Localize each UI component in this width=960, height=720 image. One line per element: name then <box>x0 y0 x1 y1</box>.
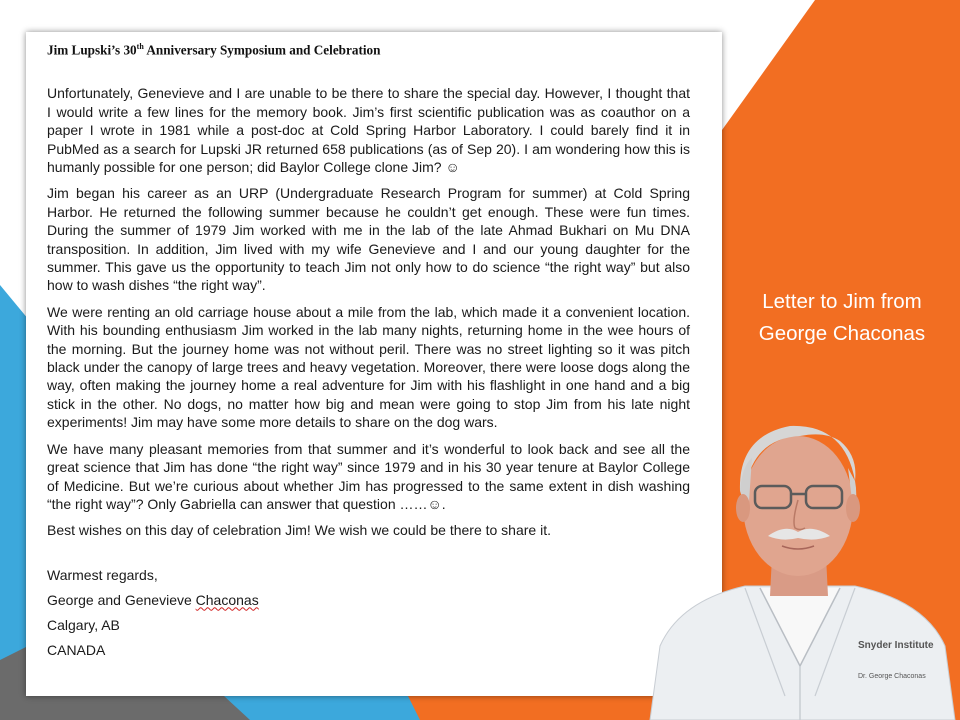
caption-line-1: Letter to Jim from <box>762 290 922 313</box>
coat-name-text: Dr. George Chaconas <box>858 673 926 680</box>
letter-document <box>26 32 722 696</box>
slide-caption <box>732 286 952 350</box>
caption-line-2: George Chaconas <box>758 322 926 345</box>
face <box>743 436 853 576</box>
country: CANADA <box>47 641 106 658</box>
paragraph-4: We have many pleasant memories from that summer and it’s wonderful to look back and see all the great science that Jim has done “the right way” since 1979 and in his 30 year tenure at Baylor College of Medicine. But we’re curious about whether Jim has progressed to the same extent in dish washing “the right way”? Only Gabriella can answer that question ……☺. <box>47 440 690 512</box>
title-superscript: th <box>136 42 144 51</box>
signature <box>47 591 690 609</box>
city: Calgary, AB <box>47 616 120 633</box>
signature-surname: Chaconas <box>195 591 259 608</box>
coat-logo-text: Snyder Institute <box>858 640 934 651</box>
paragraph-5: Best wishes on this day of celebration Jim! We wish we could be there to share it. <box>47 522 551 539</box>
signature-block <box>47 566 690 659</box>
title-text-rest: Anniversary Symposium and Celebration <box>143 42 381 58</box>
signature-names: George and Genevieve <box>47 591 196 608</box>
letter-title <box>47 42 690 58</box>
closing: Warmest regards, <box>47 566 158 583</box>
portrait-photo <box>640 396 960 720</box>
paragraph-3: We were renting an old carriage house about a mile from the lab, which made it a convenient location. With his bounding enthusiasm Jim worked in the lab many nights, returning home in the wee hours of the morning. But the journey home was not without peril. There was no street lighting so it was pitch black under the canopy of large trees and heavy vegetation. Moreover, there were loose dogs along the way, often making the journey home a real adventure for Jim with his flashlight in one hand and a big stick in the other. No dogs, no matter how big and mean were going to stop Jim from his late night experiments! Jim may have some more details to share on the dog wars. <box>47 303 690 431</box>
title-text: Jim Lupski’s 30 <box>47 42 137 58</box>
paragraph-2: Jim began his career as an URP (Undergraduate Research Program for summer) at Cold Spring Harbor. He returned the following summer because he couldn’t get enough. These were fun times. During the summer of 1979 Jim worked with me in the lab of the late Ahmad Bukhari on Mu DNA transposition. In addition, Jim lived with my wife Genevieve and I and our young daughter for the summer. This gave us the opportunity to teach Jim not only how to do science “the right way” but also how to wash dishes “the right way”. <box>47 185 690 294</box>
paragraph-1: Unfortunately, Genevieve and I are unable to be there to share the special day. However, I thought that I would write a few lines for the memory book. Jim’s first scientific publication was as coauthor on a paper I wrote in 1981 while a post-doc at Cold Spring Harbor Laboratory. I could barely find it in PubMed as a search for Lupski JR returned 658 publications (as of Sep 20). I am wondering how this is humanly possible for one person; did Baylor College clone Jim? ☺ <box>47 85 690 176</box>
